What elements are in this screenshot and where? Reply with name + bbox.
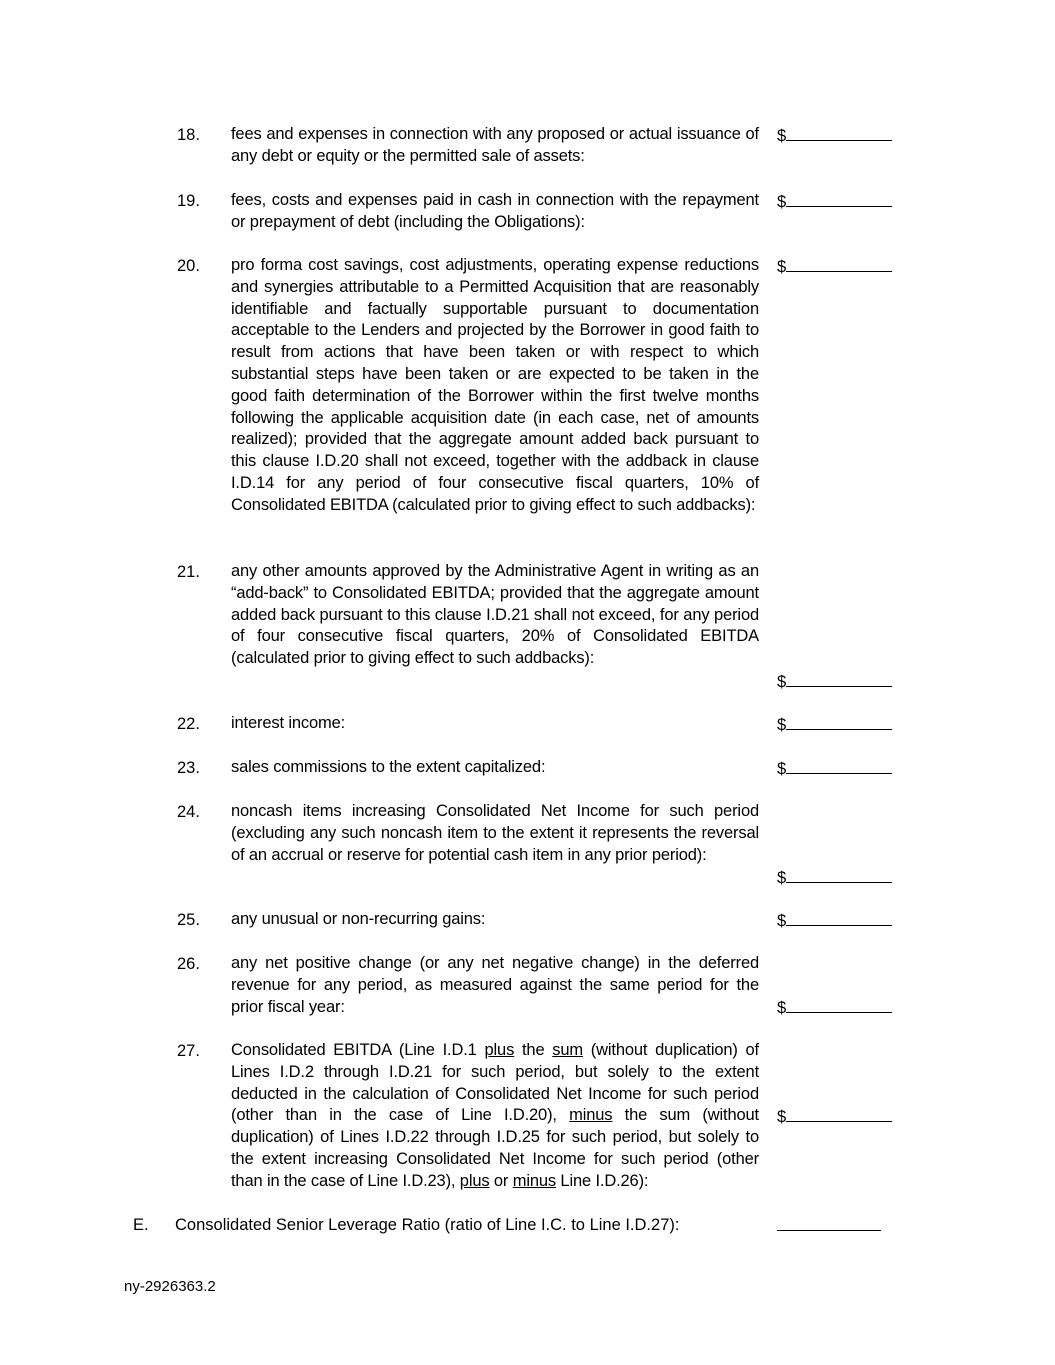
- amount-field: [777, 757, 892, 780]
- item-number: 26.: [177, 955, 200, 973]
- amount-blank-line: [786, 996, 892, 1013]
- amount-blank-line: [786, 190, 892, 207]
- item-text: interest income:: [231, 714, 346, 732]
- dollar-sign: $: [777, 716, 787, 734]
- text-segment: or: [489, 1171, 513, 1190]
- dollar-sign: $: [777, 999, 787, 1017]
- dollar-sign: $: [777, 258, 787, 276]
- dollar-sign: $: [777, 673, 787, 691]
- item-text: sales commissions to the extent capitalized:: [231, 758, 546, 776]
- amount-field: [777, 190, 892, 213]
- underlined-minus: minus: [512, 1171, 556, 1190]
- item-text: [231, 1040, 759, 1193]
- amount-field: [777, 670, 892, 693]
- amount-blank-line: [786, 866, 892, 883]
- dollar-sign: $: [777, 869, 787, 887]
- amount-field: [777, 866, 892, 889]
- amount-field: [777, 713, 892, 736]
- document-id-footer: ny-2926363.2: [124, 1278, 216, 1295]
- item-number: 22.: [177, 715, 200, 733]
- item-number: 23.: [177, 759, 200, 777]
- text-segment: the: [514, 1041, 553, 1059]
- amount-field: [777, 124, 892, 147]
- item-number: 21.: [177, 563, 200, 581]
- dollar-sign: $: [777, 1108, 787, 1126]
- amount-blank-line: [786, 670, 892, 687]
- item-text: noncash items increasing Consolidated Net Income for such period (excluding any such noncash item to the extent it represents the reversal of an accrual or reserve for potential cash item in any prior period):: [231, 802, 759, 864]
- dollar-sign: $: [777, 760, 787, 778]
- text-segment: (without duplication) of Lines I.D.2 through I.D.21 for such period, but solely to the extent deducted in the calculation of Consolidated Net Income for such period (other than in the case of Line I.D.20),: [231, 1041, 759, 1125]
- item-text: fees, costs and expenses paid in cash in connection with the repayment or prepayment of debt (including the Obligations):: [231, 191, 759, 231]
- underlined-plus: plus: [459, 1171, 490, 1190]
- item-number: 24.: [177, 803, 200, 821]
- text-segment: the sum (without duplication) of Lines I.D.22 through I.D.25 for such period, but solely to the extent increasing Consolidated Net Income for such period (other than in the case of Line I.D.23),: [231, 1106, 759, 1190]
- amount-blank-line: [786, 713, 892, 730]
- amount-blank-line: [786, 909, 892, 926]
- amount-field: [777, 1105, 892, 1128]
- item-number: 27.: [177, 1042, 200, 1060]
- underlined-minus: minus: [569, 1106, 613, 1125]
- underlined-sum: sum: [552, 1041, 583, 1059]
- item-number: 18.: [177, 126, 200, 144]
- item-text: fees and expenses in connection with any proposed or actual issuance of any debt or equity or the permitted sale of assets:: [231, 125, 759, 165]
- amount-blank-line: [786, 124, 892, 141]
- amount-blank-line: [786, 1105, 892, 1122]
- item-number: 19.: [177, 192, 200, 210]
- dollar-sign: $: [777, 193, 787, 211]
- item-text: any net positive change (or any net negative change) in the deferred revenue for any period, as measured against the same period for the prior fiscal year:: [231, 954, 759, 1016]
- ratio-blank-line: [777, 1214, 881, 1231]
- amount-blank-line: [786, 757, 892, 774]
- text-segment: Consolidated EBITDA (Line I.D.1: [231, 1041, 485, 1059]
- amount-field: [777, 909, 892, 932]
- item-text: pro forma cost savings, cost adjustments, operating expense reductions and synergies attributable to a Permitted Acquisition that are reasonably identifiable and factually supportable pursuant to documentation acceptable to the Lenders and projected by the Borrower in good faith to result from actions that have been taken or with respect to which substantial steps have been taken or are expected to be taken in the good faith determination of the Borrower within the first twelve months following the applicable acquisition date (in each case, net of amounts realized); provided that the aggregate amount added back pursuant to this clause I.D.20 shall not exceed, together with the addback in clause I.D.14 for any period of four consecutive fiscal quarters, 10% of Consolidated EBITDA (calculated prior to giving effect to such addbacks):: [231, 256, 759, 514]
- section-letter: E.: [133, 1216, 149, 1234]
- dollar-sign: $: [777, 912, 787, 930]
- dollar-sign: $: [777, 127, 787, 145]
- text-segment: Line I.D.26):: [555, 1171, 649, 1190]
- amount-field: [777, 996, 892, 1019]
- item-text: any other amounts approved by the Administrative Agent in writing as an “add-back” to Consolidated EBITDA; provided that the aggregate amount added back pursuant to this clause I.D.21 shall not exceed, for any period of four consecutive fiscal quarters, 20% of Consolidated EBITDA (calculated prior to giving effect to such addbacks):: [231, 562, 759, 668]
- item-number: 25.: [177, 911, 200, 929]
- amount-blank-line: [786, 255, 892, 272]
- item-text: any unusual or non-recurring gains:: [231, 910, 486, 928]
- underlined-plus: plus: [484, 1041, 515, 1059]
- section-text: Consolidated Senior Leverage Ratio (ratio of Line I.C. to Line I.D.27):: [175, 1216, 680, 1234]
- amount-field: [777, 255, 892, 278]
- ratio-field: [777, 1214, 881, 1237]
- item-number: 20.: [177, 257, 200, 275]
